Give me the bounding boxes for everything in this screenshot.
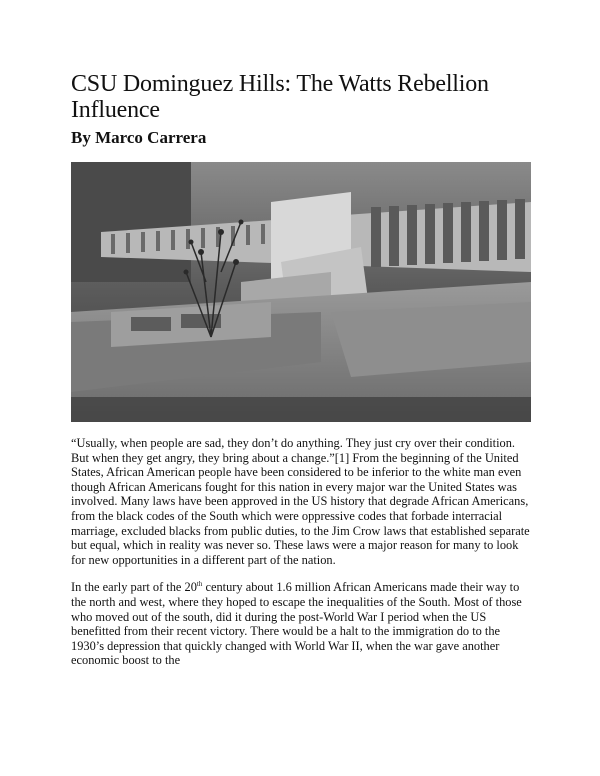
architectural-model-photo-icon [71,162,531,422]
article-body [71,436,533,681]
paragraph-text: century about 1.6 million African Americans made their way to the north and west, where they hoped to escape the inequalities of the South. Most of those who moved out of the south, did it during the post-World War I period when the US benefitted from their recent victory. There would be a halt to the immigration do to the 1930’s depression that quickly changed with World War II, when the war gave another economic boost to the [71,580,522,668]
article-byline: By Marco Carrera [71,128,207,147]
article-title: CSU Dominguez Hills: The Watts Rebellion Influence [71,71,489,123]
paragraph-text: In the early part of the 20 [71,580,197,595]
superscript: th [196,580,203,589]
architectural-model-photo [71,162,531,422]
paragraph: “Usually, when people are sad, they don’t do anything. They just cry over their condition. But when they get angry, they bring about a change.”[1] From the beginning of the United States, African American people have been considered to be inferior to the white man even though African Americans fought for this nation in every major war the United States was involved. Many laws have been approved in the US history that degrade African Americans, from the black codes of the South which were oppressive codes that forbade interracial marriage, excluded blacks from public duties, to the Jim Crow laws that established separate but equal, which in reality was never so. These laws were a major reason for many to look for new opportunities in a different part of the nation. [71,436,530,567]
paragraph [71,580,533,668]
